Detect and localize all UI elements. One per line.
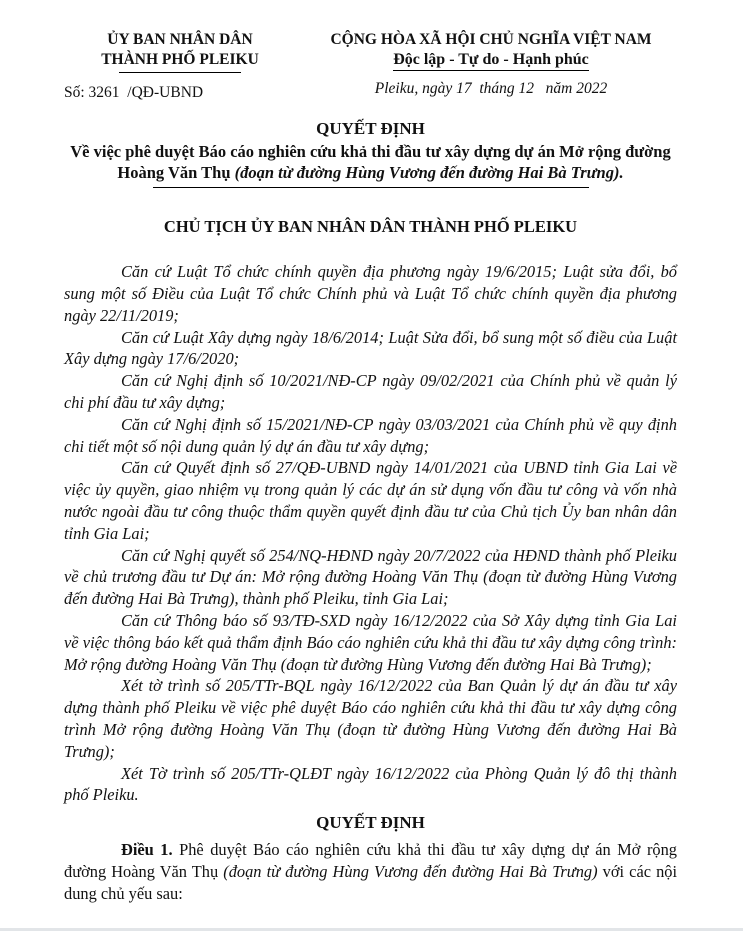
- preamble-paragraph: Căn cứ Nghị định số 15/2021/NĐ-CP ngày 03/03/2021 của Chính phủ về quy định chi tiết một số nội dung quản lý dự án đầu tư xây dựng;: [64, 414, 677, 456]
- bottom-scrollbar-track[interactable]: [0, 928, 743, 931]
- national-name: CỘNG HÒA XÃ HỘI CHỦ NGHĨA VIỆT NAM: [330, 31, 652, 48]
- operative-heading: QUYẾT ĐỊNH: [316, 813, 425, 833]
- preamble-paragraph: Căn cứ Quyết định số 27/QĐ-UBND ngày 14/01/2021 của UBND tỉnh Gia Lai về việc ủy quyền, giao nhiệm vụ trong quản lý các dự án sử dụng vốn đầu tư công và vốn nhà nước ngoài đầu tư công thuộc thẩm quyền quyết định đầu tư của Chủ tịch Ủy ban nhân dân tỉnh Gia Lai;: [64, 458, 677, 543]
- agency-name-line2: THÀNH PHỐ PLEIKU: [101, 50, 259, 68]
- article-1-paragraph: [64, 839, 677, 904]
- place-date-line: Pleiku, ngày 17 tháng 12 năm 2022: [374, 80, 608, 98]
- preamble-paragraph: Xét Tờ trình số 205/TTr-QLĐT ngày 16/12/2022 của Phòng Quản lý đô thị thành phố Pleiku.: [64, 763, 677, 805]
- article-1-label: Điều 1.: [121, 840, 173, 860]
- preamble-paragraph: Xét tờ trình số 205/TTr-BQL ngày 16/12/2022 của Ban Quản lý dự án đầu tư xây dựng thành phố Pleiku về việc phê duyệt Báo cáo nghiên cứu khả thi đầu tư xây dựng công trình Mở rộng đường Hoàng Văn Thụ (đoạn từ đường Hùng Vương đến đường Hai Bà Trưng);: [64, 676, 677, 761]
- preamble-paragraph: Căn cứ Luật Tổ chức chính quyền địa phương ngày 19/6/2015; Luật sửa đổi, bổ sung một số Điều của Luật Tổ chức Chính phủ và Luật Tổ chức chính quyền địa phương ngày 22/11/2019;: [64, 262, 677, 325]
- decision-subject: [64, 141, 677, 185]
- authority-title: CHỦ TỊCH ỦY BAN NHÂN DÂN THÀNH PHỐ PLEIKU: [163, 217, 578, 237]
- article-1-text-before: Phê duyệt Báo cáo nghiên cứu khả thi đầu tư xây dựng dự án Mở rộng đường Hoàng Văn Thụ: [64, 840, 677, 881]
- decision-subject-normal: Về việc phê duyệt Báo cáo nghiên cứu khả thi đầu tư xây dựng dự án Mở rộng đường Hoàng Văn Thụ: [70, 141, 671, 183]
- agency-underline-rule: [119, 72, 241, 73]
- article-1-section: [64, 839, 677, 904]
- decision-heading: QUYẾT ĐỊNH: [316, 118, 425, 138]
- subject-underline-rule: [153, 187, 589, 188]
- title-block: [64, 119, 677, 238]
- document-number: Số: 3261 /QĐ-UBND: [64, 83, 204, 101]
- article-1-text-after: với các nội dung chủ yếu sau:: [64, 861, 678, 903]
- preamble-section: [64, 261, 677, 806]
- preamble-paragraph: Căn cứ Thông báo số 93/TĐ-SXD ngày 16/12/2022 của Sở Xây dựng tỉnh Gia Lai về việc thông báo kết quả thẩm định Báo cáo nghiên cứu khả thi đầu tư xây dựng công trình: Mở rộng đường Hoàng Văn Thụ (đoạn từ đường Hùng Vương đến đường Hai Bà Trưng);: [64, 610, 677, 674]
- national-heading-block: [305, 30, 677, 98]
- issuing-agency-block: [64, 30, 296, 102]
- preamble-paragraph: Căn cứ Nghị quyết số 254/NQ-HĐND ngày 20/7/2022 của HĐND thành phố Pleiku về chủ trương đầu tư Dự án: Mở rộng đường Hoàng Văn Thụ (đoạn từ đường Hùng Vương đến đường Hai Bà Trưng), thành phố Pleiku, tỉnh Gia Lai;: [64, 545, 677, 609]
- article-1-italic-segment: (đoạn từ đường Hùng Vương đến đường Hai Bà Trưng): [223, 861, 598, 881]
- decision-subject-italic: (đoạn từ đường Hùng Vương đến đường Hai Bà Trưng).: [234, 163, 624, 183]
- agency-name-line1: ỦY BAN NHÂN DÂN: [107, 31, 253, 48]
- national-motto: Độc lập - Tự do - Hạnh phúc: [393, 51, 589, 71]
- document-header: [64, 30, 677, 102]
- preamble-paragraph: Căn cứ Nghị định số 10/2021/NĐ-CP ngày 09/02/2021 của Chính phủ về quản lý chi phí đầu tư xây dựng;: [64, 371, 677, 412]
- preamble-paragraph: Căn cứ Luật Xây dựng ngày 18/6/2014; Luật Sửa đổi, bổ sung một số điều của Luật Xây dựng ngày 17/6/2020;: [64, 327, 677, 369]
